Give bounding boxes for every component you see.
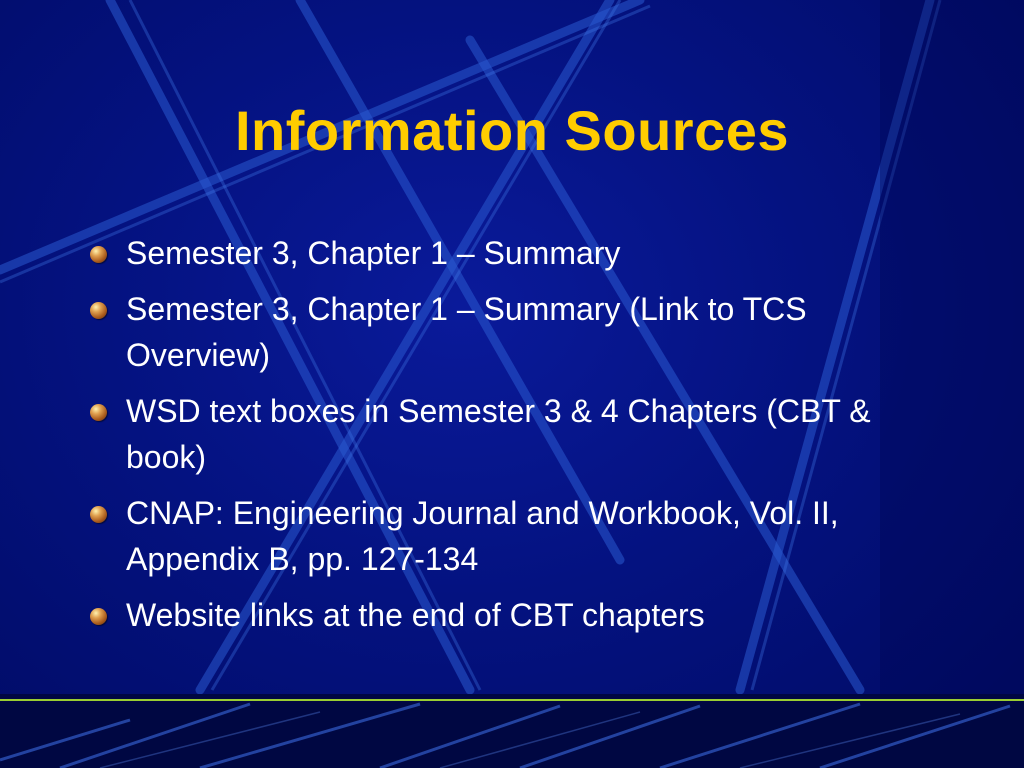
bullet-icon [90, 246, 107, 263]
bullet-list [88, 230, 918, 648]
list-item [88, 286, 918, 378]
slide-title: Information Sources [234, 99, 790, 162]
bullet-icon [90, 506, 107, 523]
bullet-icon [90, 302, 107, 319]
bullet-text: Semester 3, Chapter 1 – Summary (Link to TCS Overview) [126, 291, 807, 373]
list-item [88, 388, 918, 480]
bullet-icon [90, 608, 107, 625]
bullet-text: Website links at the end of CBT chapters [126, 597, 705, 633]
list-item [88, 230, 918, 276]
list-item [88, 490, 918, 582]
bullet-text: Semester 3, Chapter 1 – Summary [126, 235, 621, 271]
bullet-icon [90, 404, 107, 421]
list-item [88, 592, 918, 638]
bullet-text: WSD text boxes in Semester 3 & 4 Chapters (CBT & book) [126, 393, 871, 475]
bullet-text: CNAP: Engineering Journal and Workbook, Vol. II, Appendix B, pp. 127-134 [126, 495, 839, 577]
